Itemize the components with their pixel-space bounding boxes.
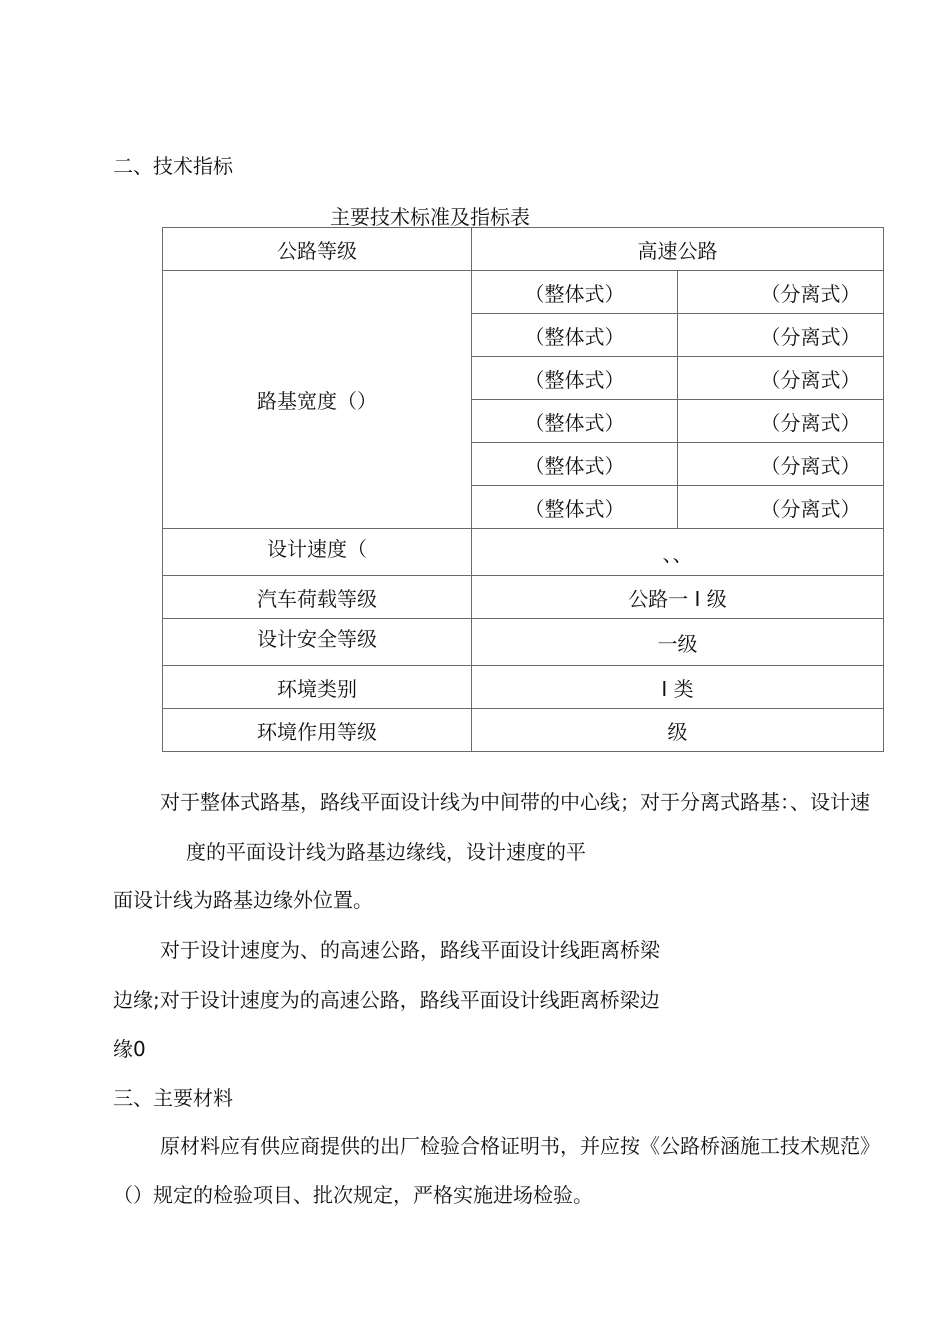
paragraph-line: （）规定的检验项目、批次规定，严格实施进场检验。 [113,1183,593,1207]
subgrade-integral-cell: （整体式） [472,443,678,486]
table-caption: 主要技术标准及指标表 [330,205,530,229]
environment-class-value: I 类 [472,666,884,709]
technical-standards-table [162,227,884,752]
table-row [163,576,884,619]
environment-action-value: 级 [472,709,884,752]
vehicle-load-label: 汽车荷载等级 [163,576,472,619]
table-row [163,666,884,709]
subgrade-integral-cell: （整体式） [472,314,678,357]
environment-action-label: 环境作用等级 [163,709,472,752]
environment-class-label: 环境类别 [163,666,472,709]
design-speed-label: 设计速度（ [163,529,472,576]
paragraph-line: 缘0 [113,1037,146,1061]
subgrade-separated-cell: （分离式） [678,314,884,357]
subgrade-separated-cell: （分离式） [678,400,884,443]
section-heading-technical-indicators: 二、技术指标 [113,154,233,178]
paragraph-line: 边缘;对于设计速度为的高速公路，路线平面设计线距离桥梁边 [113,988,660,1012]
table-row [163,271,884,314]
subgrade-integral-cell: （整体式） [472,486,678,529]
paragraph-line: 面设计线为路基边缘外位置。 [113,888,373,912]
subgrade-width-label: 路基宽度（） [163,271,472,529]
subgrade-separated-cell: （分离式） [678,357,884,400]
table-header-value: 高速公路 [472,228,884,271]
safety-grade-value: 一级 [472,619,884,666]
paragraph-line: 原材料应有供应商提供的出厂检验合格证明书，并应按《公路桥涵施工技术规范》 [160,1134,880,1158]
table-row [163,619,884,666]
subgrade-separated-cell: （分离式） [678,486,884,529]
table-row [163,709,884,752]
table-row [163,529,884,576]
subgrade-integral-cell: （整体式） [472,400,678,443]
paragraph-line: 对于设计速度为、的高速公路，路线平面设计线距离桥梁 [160,938,660,962]
subgrade-separated-cell: （分离式） [678,443,884,486]
subgrade-integral-cell: （整体式） [472,271,678,314]
safety-grade-label: 设计安全等级 [163,619,472,666]
subgrade-integral-cell: （整体式） [472,357,678,400]
paragraph-line: 度的平面设计线为路基边缘线，设计速度的平 [186,840,586,864]
table-row [163,228,884,271]
paragraph-line: 对于整体式路基，路线平面设计线为中间带的中心线；对于分离式路基：、设计速 [160,790,870,814]
subgrade-separated-cell: （分离式） [678,271,884,314]
section-heading-main-materials: 三、主要材料 [113,1086,233,1110]
design-speed-value: 、、 [472,529,884,576]
table-header-label: 公路等级 [163,228,472,271]
vehicle-load-value: 公路一 I 级 [472,576,884,619]
